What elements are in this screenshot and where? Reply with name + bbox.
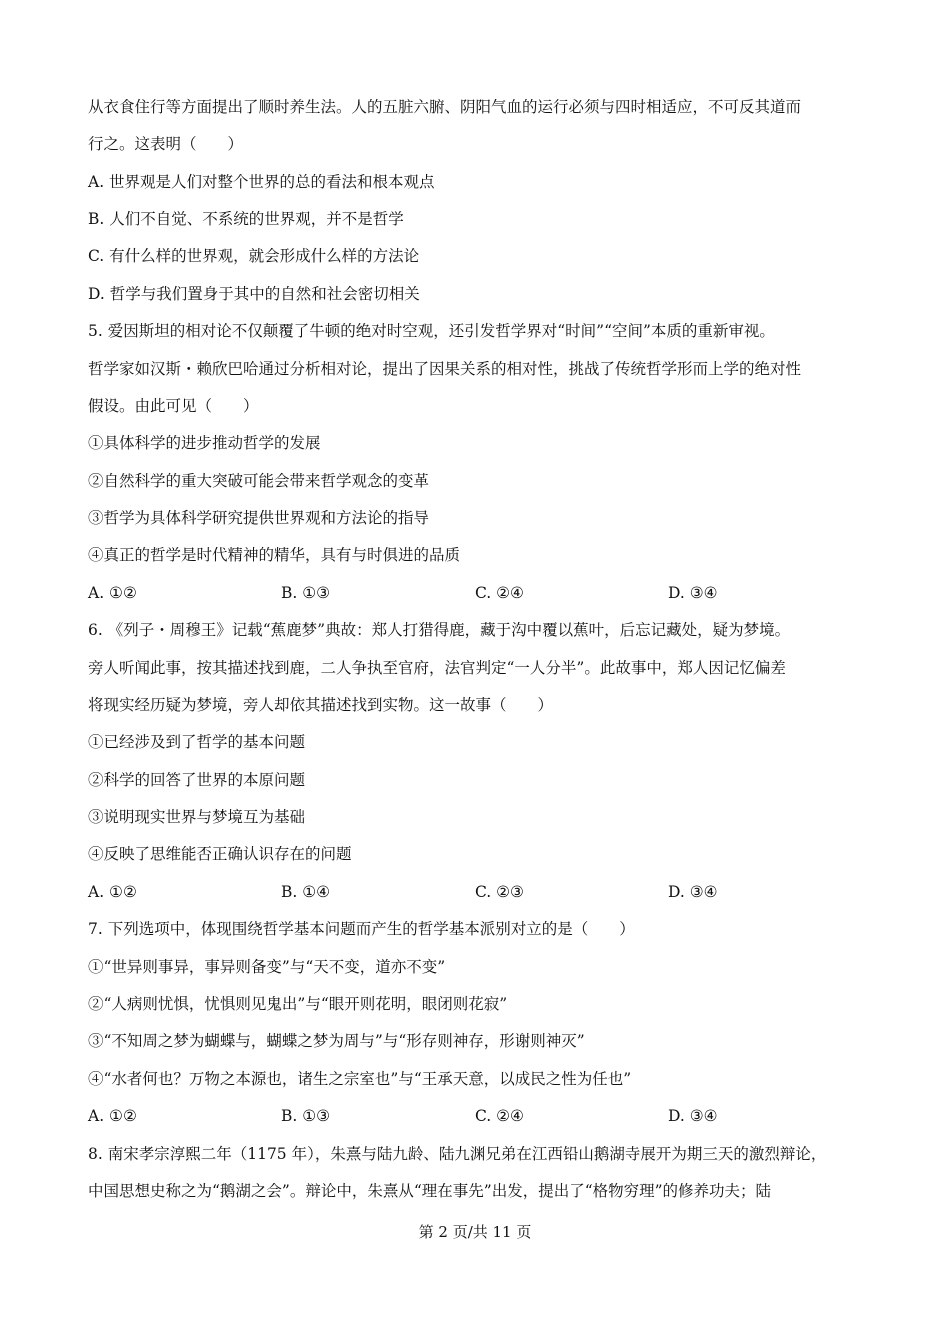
choice-b: B. 人们不自觉、不系统的世界观，并不是哲学 — [88, 210, 404, 228]
statement-2: ②“人病则忧惧，忧惧则见鬼出”与“眼开则花明，眼闭则花寂” — [88, 995, 508, 1013]
question-6-stem: 将现实经历疑为梦境，旁人却依其描述找到实物。这一故事（ ） — [88, 696, 554, 714]
option-d: D. ③④ — [668, 1107, 718, 1125]
text-line: 行之。这表明（ ） — [88, 135, 244, 153]
statement-4: ④“水者何也？万物之本源也，诸生之宗室也”与“王承天意，以成民之性为任也” — [88, 1070, 632, 1088]
question-8-stem: 8. 南宋孝宗淳熙二年（1175 年），朱熹与陆九龄、陆九渊兄弟在江西铅山鹅湖寺展开为期三天的激烈辩论， — [88, 1145, 827, 1163]
choice-d: D. 哲学与我们置身于其中的自然和社会密切相关 — [88, 285, 420, 303]
question-7-options — [88, 1106, 868, 1126]
statement-2: ②自然科学的重大突破可能会带来哲学观念的变革 — [88, 472, 430, 490]
option-a: A. ①② — [88, 584, 137, 602]
question-6-options — [88, 882, 868, 902]
page-footer: 第 2 页/共 11 页 — [418, 1223, 532, 1241]
option-d: D. ③④ — [668, 883, 718, 901]
option-c: C. ②③ — [475, 883, 524, 901]
question-7-stem: 7. 下列选项中，体现围绕哲学基本问题而产生的哲学基本派别对立的是（ ） — [88, 920, 635, 938]
statement-1: ①具体科学的进步推动哲学的发展 — [88, 434, 321, 452]
choice-c: C. 有什么样的世界观，就会形成什么样的方法论 — [88, 247, 420, 265]
question-6-stem: 旁人听闻此事，按其描述找到鹿，二人争执至官府，法官判定“一人分半”。此故事中，郑人因记忆偏差 — [88, 659, 786, 677]
statement-3: ③哲学为具体科学研究提供世界观和方法论的指导 — [88, 509, 430, 527]
statement-2: ②科学的回答了世界的本原问题 — [88, 771, 306, 789]
option-d: D. ③④ — [668, 584, 718, 602]
question-6-stem: 6. 《列子・周穆王》记载“蕉鹿梦”典故：郑人打猎得鹿，藏于沟中覆以蕉叶，后忘记藏处，疑为梦境。 — [88, 621, 791, 639]
option-c: C. ②④ — [475, 1107, 524, 1125]
text-line: 从衣食住行等方面提出了顺时养生法。人的五脏六腑、阴阳气血的运行必须与四时相适应，不可反其道而 — [88, 98, 802, 116]
statement-4: ④反映了思维能否正确认识存在的问题 — [88, 845, 352, 863]
statement-1: ①已经涉及到了哲学的基本问题 — [88, 733, 306, 751]
statement-1: ①“世异则事异，事异则备变”与“天不变，道亦不变” — [88, 958, 446, 976]
option-a: A. ①② — [88, 883, 137, 901]
statement-3: ③“不知周之梦为蝴蝶与，蝴蝶之梦为周与”与“形存则神存，形谢则神灭” — [88, 1032, 585, 1050]
statement-4: ④真正的哲学是时代精神的精华，具有与时俱进的品质 — [88, 546, 461, 564]
option-b: B. ①④ — [281, 883, 331, 901]
statement-3: ③说明现实世界与梦境互为基础 — [88, 808, 306, 826]
question-5-stem: 哲学家如汉斯・赖欣巴哈通过分析相对论，提出了因果关系的相对性，挑战了传统哲学形而上学的绝对性 — [88, 360, 802, 378]
option-a: A. ①② — [88, 1107, 137, 1125]
question-5-stem: 假设。由此可见（ ） — [88, 397, 259, 415]
question-5-stem: 5. 爱因斯坦的相对论不仅颠覆了牛顿的绝对时空观，还引发哲学界对“时间”“空间”本质的重新审视。 — [88, 322, 775, 340]
choice-a: A. 世界观是人们对整个世界的总的看法和根本观点 — [88, 173, 435, 191]
option-b: B. ①③ — [281, 584, 331, 602]
option-c: C. ②④ — [475, 584, 524, 602]
question-8-stem: 中国思想史称之为“鹅湖之会”。辩论中，朱熹从“理在事先”出发，提出了“格物穷理”的修养功夫；陆 — [88, 1182, 772, 1200]
option-b: B. ①③ — [281, 1107, 331, 1125]
question-5-options — [88, 583, 868, 603]
